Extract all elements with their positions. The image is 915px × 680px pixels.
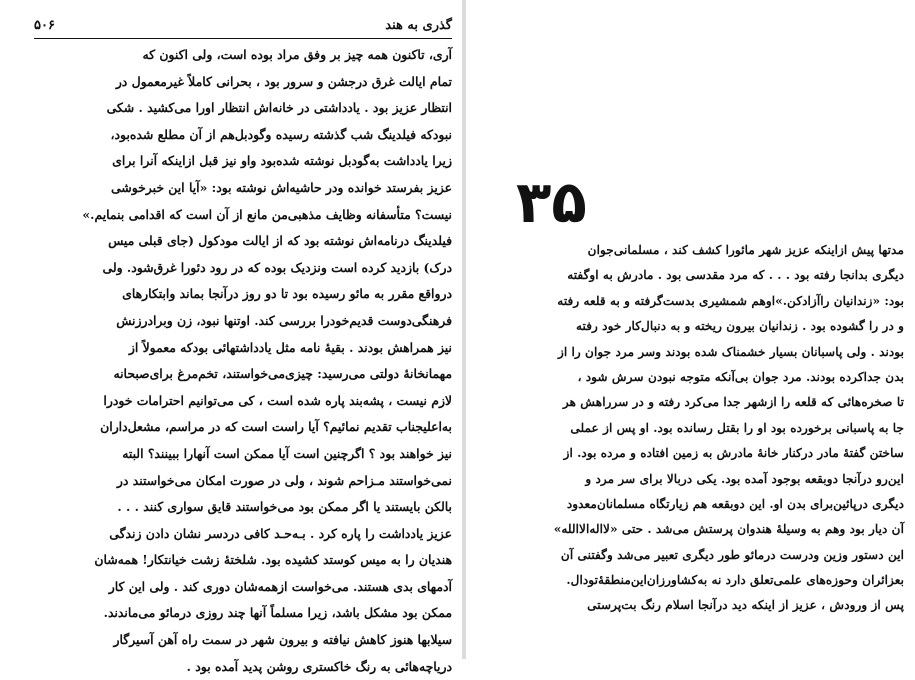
text-line: نیز خواهند بود ؟ اگرچنین است آیا ممکن است آنهارا ببینند؟ البته — [122, 445, 452, 461]
text-line: نمی‌خواستند مـزاحم شوند ، ولی در صورت امکان می‌خواستند در — [116, 472, 452, 488]
text-line: این دستور وزین ودرست درمائو طور دیگری تعبیر می‌شد وگفتنی آن — [560, 547, 904, 562]
text-line: عزیز بفرستد خوانده ودر حاشیه‌اش نوشته بود: «آیا این خبرخوشی — [110, 179, 452, 195]
text-line: ممکن بود مشکل باشد، زیرا مسلماً آنها چند روزی درمائو می‌ماندند. — [103, 605, 452, 621]
header-title: گذری به هند — [385, 18, 452, 33]
text-line: پس از ورودش ، عزیز از اینکه دید درآنجا اسلام رنگ بت‌پرستی — [587, 598, 904, 613]
left-page-text — [30, 42, 452, 680]
text-line: درک) بازدید کرده است ونزدیک بوده که در رود دئورا غرق‌شود. ولی — [102, 259, 452, 275]
text-line: سیلابها هنوز کاهش نیافته و بیرون شهر در سمت راه آهن آسیرگار — [113, 632, 452, 648]
page-number: ۵۰۶ — [34, 18, 55, 33]
text-line: زیرا یادداشت به‌گودبل نوشته شده‌بود واو نیز قبل ازاینکه آنرا برای — [112, 153, 452, 169]
text-line: مهمانخانهٔ دولتی می‌رسید: چیزی‌می‌خواستند، تخم‌مرغ برای‌صبحانه — [113, 366, 452, 382]
text-line: انتظار عزیز بود . یادداشتی در خانه‌اش انتظار اورا می‌کشید . شکی — [106, 100, 452, 116]
text-line: هندیان را به میس کوستد کشیده بود. شلخته‌ٔ زشت خیانتکار! همه‌شان — [94, 552, 452, 568]
text-line: بود: «زندانیان راآزادکن.»اوهم شمشیری بدست‌گرفته و به قلعه رفته — [557, 293, 904, 308]
text-line: مدتها پیش ازاینکه عزیز شهر مائورا کشف کند ، مسلمانی‌جوان — [587, 243, 904, 257]
text-line: آری، تاکنون همه چیز بر وفق مراد بوده است، ولی اکنون که — [142, 47, 452, 62]
text-line: دیگری درپائین‌برای بدن او. این دوبقعه هم زیارتگاه مسلمانان‌معدود — [566, 496, 904, 511]
text-line: بودند . ولی پاسبانان بسیار خشمناک شده بودند وسر مرد جوان را از — [558, 344, 904, 359]
text-line: نیست؟ متأسفانه وظایف مذهبی‌من مانع از آن است که اقدامی بنمایم.» — [82, 206, 452, 222]
text-line: دیگری بدانجا رفته بود . . . که مرد مقدسی بود . مادرش به اوگفته — [567, 268, 904, 283]
text-line: لازم نیست ، پشه‌بند پاره شده است ، کی می‌توانیم احترامات خودرا — [103, 392, 452, 408]
right-page-text — [504, 238, 904, 619]
text-line: به‌اعلیجناب تقدیم نمائیم؟ آیا راست است که در مراسم، مشعل‌داران — [100, 419, 452, 435]
text-line: بدن جداکرده بودند. مرد جوان بی‌آنکه متوجه نبودن سرش شود ، — [577, 369, 904, 384]
text-line: دریاچه‌هائی به رنگ خاکستری روشن پدید آمده بود . — [186, 658, 452, 674]
text-line: بعزائران وحوزه‌های علمی‌تعلق دارد نه به‌کشاورزان‌این‌منطقهٔ‌تودال. — [566, 573, 904, 588]
text-line: تا صخره‌هائی که قلعه را ازشهر جدا می‌کرد رفته و در سرراهش هر — [562, 395, 904, 410]
text-line: این‌رو درآنجا دوبقعه بوجود آمده بود. یکی دربالا برای سر مرد و — [585, 471, 904, 486]
text-line: ساختن گفتهٔ مادر درکنار خانهٔ مادرش به زمین افتاده و مرده بود. از — [563, 446, 904, 461]
running-header — [34, 16, 452, 39]
text-line: آن دیار بود وهم به وسیلهٔ هندوان پرستش می‌شد . حتی «لااله‌الاالله» — [553, 522, 904, 537]
text-line: درواقع مقرر به مائو رسیده بود تا دو روز درآنجا بماند وابتکارهای — [122, 286, 452, 302]
text-line: نیز همراهش بودند . بقیهٔ نامه مثل یادداشتهائی بودکه معمولاً از — [128, 339, 452, 355]
chapter-number: ۳۵ — [516, 168, 587, 236]
text-line: آدمهای بدی هستند. می‌خواست ازهمه‌شان دوری کند . ولی این کار — [108, 578, 452, 594]
text-line: عزیز یادداشت را پاره کرد . بـه‌حـد کافی دردسر نشان دادن زندگی — [109, 525, 452, 541]
text-line: جا به پاسبانی برخورده بود او را بقتل رسانده بود. او پس از عملی — [570, 420, 904, 435]
text-line: تمام ایالت غرق درجشن و سرور بود ، بحرانی کاملاً غیرمعمول در — [115, 73, 452, 89]
text-line: بالکن بایستند یا اگر ممکن بود می‌خواستند قایق سواری کنند . . . — [117, 499, 452, 515]
text-line: فرهنگی‌دوست قدیم‌خودرا بررسی کند. اوتنها نبود، زن وبرادرزنش — [116, 312, 452, 328]
text-line: فیلدینگ درنامه‌اش نوشته بود که از ایالت مودکول (جای قبلی میس — [108, 233, 452, 249]
text-line: و در را گشوده بود . زندانیان بیرون ریخته و به دنبال‌کار خود رفته — [575, 319, 904, 334]
text-line: نبودکه فیلدینگ شب گذشته رسیده وگودبل‌هم از آن مطلع شده‌بود، — [110, 126, 452, 142]
right-page — [466, 0, 915, 659]
